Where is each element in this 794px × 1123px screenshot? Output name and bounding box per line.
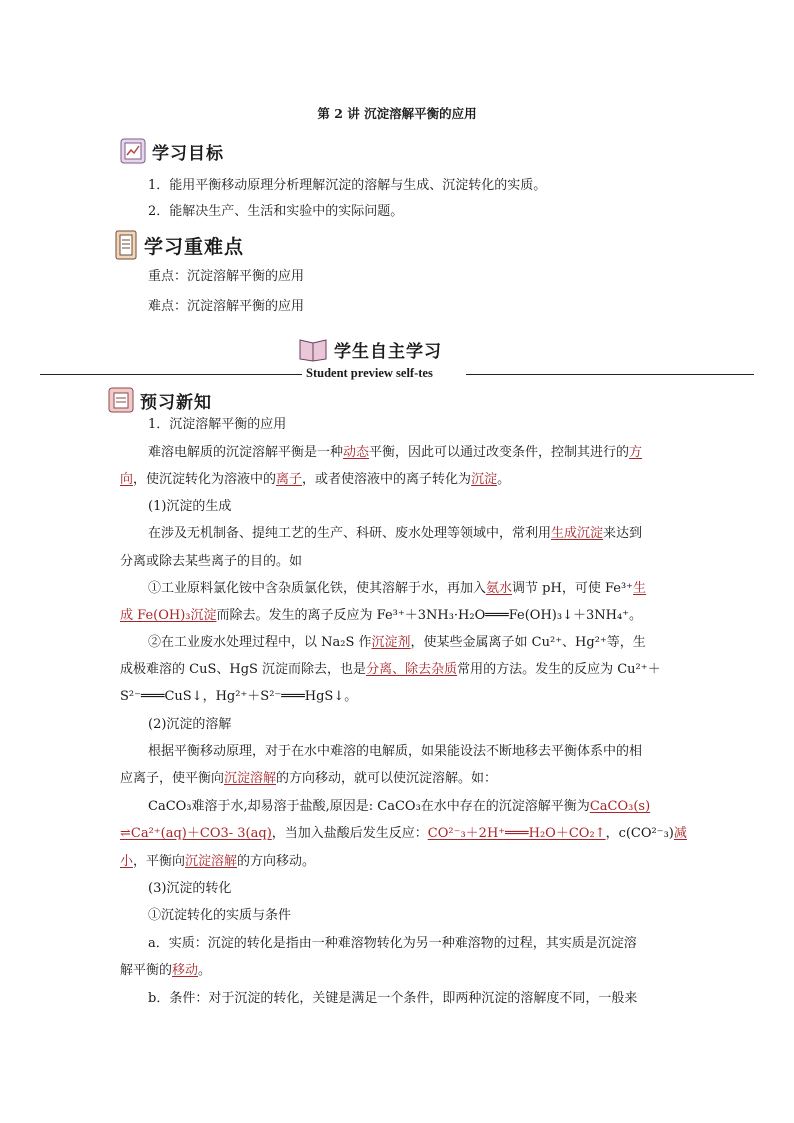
para-10-line-1: 根据平衡移动原理，对于在水中难溶的电解质，如果能设法不断地移去平衡体系中的相 [148,744,643,759]
para-1-line-1: 难溶电解质的沉淀溶解平衡是一种动态平衡，因此可以通过改变条件，控制其进行的方 [148,445,643,460]
self-study-banner [298,336,442,362]
goals-section-header [120,138,224,164]
focus-point: 重点：沉淀溶解平衡的应用 [148,269,305,284]
subsection-precipitation-formation: (1)沉淀的生成 [148,499,232,514]
caco3-line-2: ⇌Ca²⁺(aq)＋CO3- 3(aq)，当加入盐酸后发生反应：CO²⁻₃＋2H⁺═══H₂O＋CO₂↑，c(CO²⁻₃)减 [120,826,687,841]
difficulty-point: 难点：沉淀溶解平衡的应用 [148,299,305,314]
key-points-heading: 学习重难点 [144,235,245,258]
essence-line-1: a．实质：沉淀的转化是指由一种难溶物转化为另一种难溶物的过程，其实质是沉淀溶 [148,936,637,951]
caco3-line-3: 小，平衡向沉淀溶解的方向移动。 [120,854,316,869]
example-2-line-3: S²⁻═══CuS↓，Hg²⁺＋S²⁻═══HgS↓。 [120,689,358,704]
page-title: 第 2 讲 沉淀溶解平衡的应用 [317,106,477,121]
subsection-precipitation-dissolution: (2)沉淀的溶解 [148,717,232,732]
caco3-line-1: CaCO₃难溶于水,却易溶于盐酸,原因是: CaCO₃在水中存在的沉淀溶解平衡为CaCO₃(s) [148,799,651,814]
banner-divider-right [466,374,754,375]
goals-heading: 学习目标 [152,143,224,164]
example-2-line-2: 成极难溶的 CuS、HgS 沉淀而除去，也是分离、除去杂质常用的方法。发生的反应为 Cu²⁺＋ [120,662,661,677]
banner-subtitle: Student preview self-tes [306,366,433,380]
para-10-line-2: 应离子，使平衡向沉淀溶解的方向移动，就可以使沉淀溶解。如： [120,771,498,786]
section-1-heading: 1．沉淀溶解平衡的应用 [148,417,287,432]
open-book-icon [298,336,328,362]
subsection-precipitation-conversion: (3)沉淀的转化 [148,881,232,896]
condition-line-1: b．条件：对于沉淀的转化，关键是满足一个条件，即两种沉淀的溶解度不同，一般来 [148,991,638,1006]
chart-icon [120,138,146,164]
preview-heading: 预习新知 [140,392,212,413]
preview-section-header [108,387,212,413]
example-1-line-2: 成 Fe(OH)₃沉淀而除去。发生的离子反应为 Fe³⁺＋3NH₃·H₂O═══Fe(OH)₃↓＋3NH₄⁺。 [120,608,643,623]
notebook-icon [114,230,138,260]
example-1-line-1: ①工业原料氯化铵中含杂质氯化铁，使其溶解于水，再加入氨水调节 pH，可使 Fe³⁺生 [148,581,647,596]
key-points-section-header [114,230,244,260]
para-3-line-2: 分离或除去某些离子的目的。如 [120,554,303,569]
para-3-line-1: 在涉及无机制备、提纯工艺的生产、科研、废水处理等领域中，常利用生成沉淀来达到 [148,526,643,541]
example-2-line-1: ②在工业废水处理过程中，以 Na₂S 作沉淀剂，使某些金属离子如 Cu²⁺、Hg²⁺等，生 [148,635,646,650]
banner-divider-left [40,374,302,375]
clipboard-icon [108,387,134,413]
banner-title: 学生自主学习 [334,341,442,362]
para-1-line-2: 向，使沉淀转化为溶液中的离子，或者使溶液中的离子转化为沉淀。 [120,472,511,487]
goal-item-1: 1．能用平衡移动原理分析理解沉淀的溶解与生成、沉淀转化的实质。 [148,178,547,193]
essence-line-2: 解平衡的移动。 [120,963,212,978]
goal-item-2: 2．能解决生产、生活和实验中的实际问题。 [148,204,404,219]
conversion-essence-heading: ①沉淀转化的实质与条件 [148,908,292,923]
